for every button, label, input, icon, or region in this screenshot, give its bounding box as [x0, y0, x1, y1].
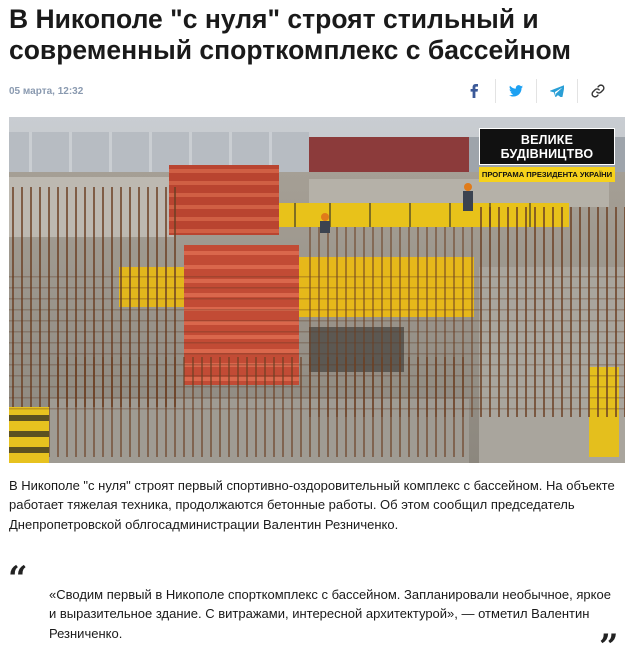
badge-subtitle: ПРОГРАМА ПРЕЗИДЕНТА УКРАЇНИ: [479, 167, 615, 182]
article-meta: [9, 78, 618, 104]
quote-open-mark: “: [8, 559, 28, 599]
article-title: В Никополе "с нуля" строят стильный и современный спорткомплекс с бассейном: [9, 4, 571, 65]
program-badge: [479, 128, 615, 182]
publish-date: 05 марта, 12:32: [9, 85, 84, 97]
link-icon: [591, 84, 605, 98]
article-photo: [9, 117, 625, 463]
share-bar: [454, 79, 618, 103]
telegram-icon: [550, 85, 564, 97]
quote-close-mark: ”: [599, 627, 619, 667]
share-telegram-button[interactable]: [536, 79, 577, 103]
twitter-icon: [509, 85, 523, 97]
copy-link-button[interactable]: [577, 79, 618, 103]
share-facebook-button[interactable]: [454, 79, 495, 103]
share-twitter-button[interactable]: [495, 79, 536, 103]
article-lead: В Никополе "с нуля" строят первый спортивно-оздоровительный комплекс с бассейном. На объекте работает тяжелая техника, продолжаются бетонные работы. Об этом сообщил председатель Днепропетровской облгосадминистрации Валентин Резниченко.: [9, 478, 615, 532]
article-quote: «Сводим первый в Никополе спорткомплекс с бассейном. Запланировали необычное, яркое и выразительное здание. С витражами, интересной архитектурой», — отметил Валентин Резниченко.: [49, 587, 611, 641]
badge-title: ВЕЛИКЕ БУДІВНИЦТВО: [479, 128, 615, 165]
facebook-icon: [470, 84, 479, 98]
